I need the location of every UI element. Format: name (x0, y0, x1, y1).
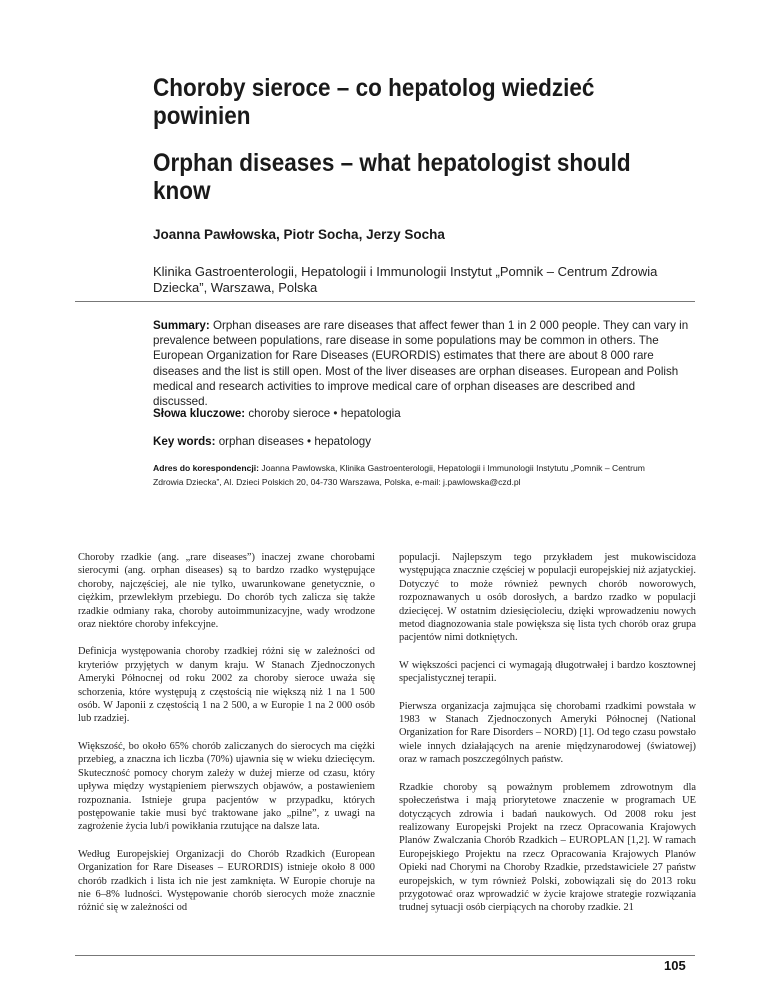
summary-label: Summary: (153, 319, 210, 332)
body-paragraph: Według Europejskiej Organizacji do Chorób Rzadkich (European Organization for Rare Diseases – EURORDIS) istnieje około 8 000 chorób rzadkich i lista ich nie jest zamknięta. W Europie choruje na nie 6–8% ludności. Występowanie chorób sierocych może znacznie różnić się w zależności od (78, 848, 375, 914)
keywords-polish (153, 406, 690, 421)
summary-text: Orphan diseases are rare diseases that affect fewer than 1 in 2 000 people. They can vary in prevalence between populations, rare disease in some populations may be common in others. The European Organization for Rare Diseases (EURORDIS) estimates that there are about 8 000 rare diseases and the list is still open. Most of the liver diseases are orphan diseases. European and Polish medical and research activities to improve medical care of orphan diseases are described and discussed. (153, 319, 689, 409)
body-column-right (399, 551, 696, 929)
header-divider (75, 301, 695, 302)
body-column-left (78, 551, 375, 929)
body-paragraph: Choroby rzadkie (ang. „rare diseases”) inaczej zwane chorobami sierocymi (ang. orphan diseases) są to bardzo rzadko występujące choroby, najczęściej, ale nie tylko, uwarunkowane genetycznie, o ciężkim, przewlekłym przebiegu. Do chorób tych zalicza się także rzadkie odmiany raka, choroby autoimmunizacyjne, wady wrodzone oraz niektóre choroby infekcyjne. (78, 552, 375, 631)
keywords-polish-label: Słowa kluczowe: (153, 407, 246, 420)
summary (153, 318, 690, 409)
affiliation: Klinika Gastroenterologii, Hepatologii i Immunologii Instytut „Pomnik – Centrum Zdrowia Dziecka”, Warszawa, Polska (153, 264, 658, 295)
body-paragraph: Rzadkie choroby są poważnym problemem zdrowotnym dla społeczeństwa i mają priorytetowe znaczenie w programach UE dotyczących zdrowia i badań naukowych. Od 2008 roku jest realizowany Europejski Projekt na rzecz Opracowania Krajowych Planów Zwalczania Chorób Rzadkich – EUROPLAN [1,2]. W ramach Europejskiego Projektu na rzecz Opracowania Krajowych Planów Opieki nad Chorymi na Choroby Rzadkie, przedstawiciele 27 państw europejskich, w tym również Polski, zobowiązali się do 2013 roku przygotować oraz wprowadzić w życie krajowe strategie rozwiązania trudnej sytuacji osób cierpiących na choroby rzadkie. 21 (399, 781, 696, 914)
keywords-english-label: Key words: (153, 435, 216, 448)
correspondence-label: Adres do korespondencji: (153, 463, 260, 473)
authors: Joanna Pawłowska, Piotr Socha, Jerzy Socha (153, 227, 445, 242)
keywords-english (153, 434, 690, 449)
body-paragraph: Pierwsza organizacja zajmująca się chorobami rzadkimi powstała w 1983 w Stanach Zjednoczonych Ameryki Północnej (National Organization for Rare Disorders – NORD) [1]. Od tego czasu powstało wiele innych działających na arenie międzynarodowej (światowej) oraz w ramach poszczególnych państw. (399, 700, 696, 766)
correspondence (153, 462, 673, 489)
correspondence-text: Joanna Pawlowska, Klinika Gastroenterologii, Hepatologii i Immunologii Instytutu „Pomnik – Centrum Zdrowia Dziecka”, Al. Dzieci Polskich 20, 04-730 Warszawa, Polska, e-mail: j.pawlowska@czd.pl (153, 463, 645, 487)
title-english: Orphan diseases – what hepatologist should know (153, 149, 631, 205)
title-polish: Choroby sieroce – co hepatolog wiedzieć powinien (153, 74, 595, 130)
keywords-polish-text: choroby sieroce • hepatologia (248, 407, 401, 420)
body-paragraph: populacji. Najlepszym tego przykładem jest mukowiscidoza występująca znacznie częściej w populacji europejskiej niż azjatyckiej. Dotyczyć to może również pewnych chorób noworowych, rozpoznawanych u osób dorosłych, a bardzo rzadko w populacji dziecięcej. W ostatnim dziesięcioleciu, dzięki wprowadzeniu nowych metod diagnozowania stale powiększa się lista tych chorób oraz grupa pacjentów nimi dotkniętych. (399, 552, 696, 644)
body-paragraph: W większości pacjenci ci wymagają długotrwałej i bardzo kosztownej specjalistycznej terapii. (399, 659, 696, 685)
body-paragraph: Większość, bo około 65% chorób zaliczanych do sierocych ma ciężki przebieg, a znaczna ich liczba (70%) ujawnia się w wieku dziecięcym. Skuteczność pomocy chorym zależy w dużej mierze od czasu, który upływa między wystąpieniem pierwszych objawów, a postawieniem rozpoznania. Istnieje grupa pacjentów w przypadku, których postępowanie takie musi być traktowane jako „pilne”, z uwagi na zagrożenie życia lub/i powikłania rzutujące na dalsze lata. (78, 740, 375, 833)
keywords-english-text: orphan diseases • hepatology (218, 435, 372, 448)
body-paragraph: Definicja występowania choroby rzadkiej różni się w zależności od kryteriów przyjętych w danym kraju. W Stanach Zjednoczonych Ameryki Północnej od roku 2002 za choroby sieroce uważa się schorzenia, które występują z częstością nie większą niż 1 na 1 500 osób. W Japonii z częstością 1 na 2 500, a w Europie 1 na 2 000 osób lub rzadziej. (78, 646, 375, 725)
footer-divider (75, 955, 695, 956)
page-number: 105 (664, 958, 686, 973)
